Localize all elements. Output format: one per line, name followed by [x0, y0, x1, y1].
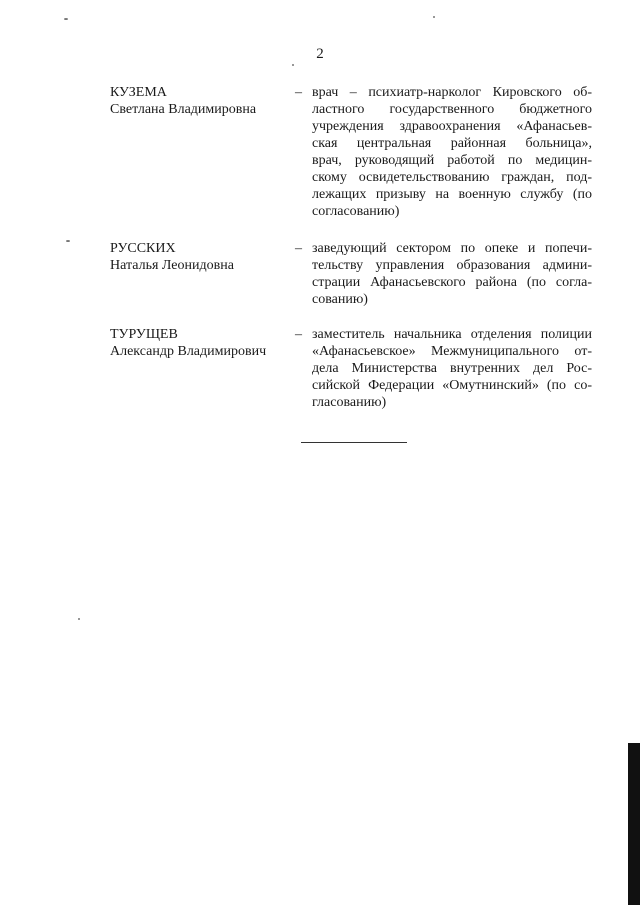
- role-line: заведующий сектором по опеке и попечи-: [312, 241, 592, 256]
- member-name: [110, 240, 295, 308]
- role-line: врач – психиатр-нарколог Кировского об-: [312, 85, 592, 100]
- closing-rule: [301, 442, 407, 443]
- scan-speck: [66, 240, 70, 242]
- role-line: скому освидетельствованию граждан, под-: [312, 170, 592, 185]
- member-role: [312, 84, 592, 220]
- role-line: дела Министерства внутренних дел Рос-: [312, 361, 592, 376]
- scan-speck: [78, 618, 80, 620]
- role-line: учреждения здравоохранения «Афанасьев-: [312, 119, 592, 134]
- member-name: [110, 84, 295, 220]
- member-surname: КУЗЕМА: [110, 85, 167, 100]
- member-entry: [110, 326, 600, 411]
- role-line: сийской Федерации «Омутнинский» (по со-: [312, 378, 592, 393]
- member-surname: ТУРУЩЕВ: [110, 327, 178, 342]
- entry-dash: –: [295, 241, 302, 256]
- member-given-names: Александр Владимирович: [110, 344, 267, 359]
- page-number: 2: [316, 46, 324, 62]
- scan-speck: [292, 64, 294, 66]
- member-name: [110, 326, 295, 411]
- role-line: тельству управления образования админи-: [312, 258, 592, 273]
- role-line: врач, руководящий работой по медицин-: [312, 153, 592, 168]
- member-given-names: Наталья Леонидовна: [110, 258, 234, 273]
- scan-speck: [433, 16, 435, 18]
- member-surname: РУССКИХ: [110, 241, 176, 256]
- entry-dash: –: [295, 327, 302, 342]
- member-given-names: Светлана Владимировна: [110, 102, 257, 117]
- role-line: лежащих призыву на военную службу (по: [312, 187, 592, 202]
- member-role: [312, 240, 592, 308]
- entry-dash: –: [295, 85, 302, 100]
- role-line: страции Афанасьевского района (по согла-: [312, 275, 592, 290]
- member-entry: [110, 240, 600, 308]
- role-line: гласованию): [312, 395, 387, 410]
- role-line: заместитель начальника отделения полиции: [312, 327, 592, 342]
- scan-edge-bar: [628, 743, 640, 905]
- role-line: согласованию): [312, 204, 400, 219]
- scan-speck: [64, 18, 68, 20]
- member-role: [312, 326, 592, 411]
- role-line: ская центральная районная больница»,: [312, 136, 592, 151]
- role-line: сованию): [312, 292, 368, 307]
- member-entry: [110, 84, 600, 220]
- role-line: ластного государственного бюджетного: [312, 102, 592, 117]
- role-line: «Афанасьевское» Межмуниципального от-: [312, 344, 592, 359]
